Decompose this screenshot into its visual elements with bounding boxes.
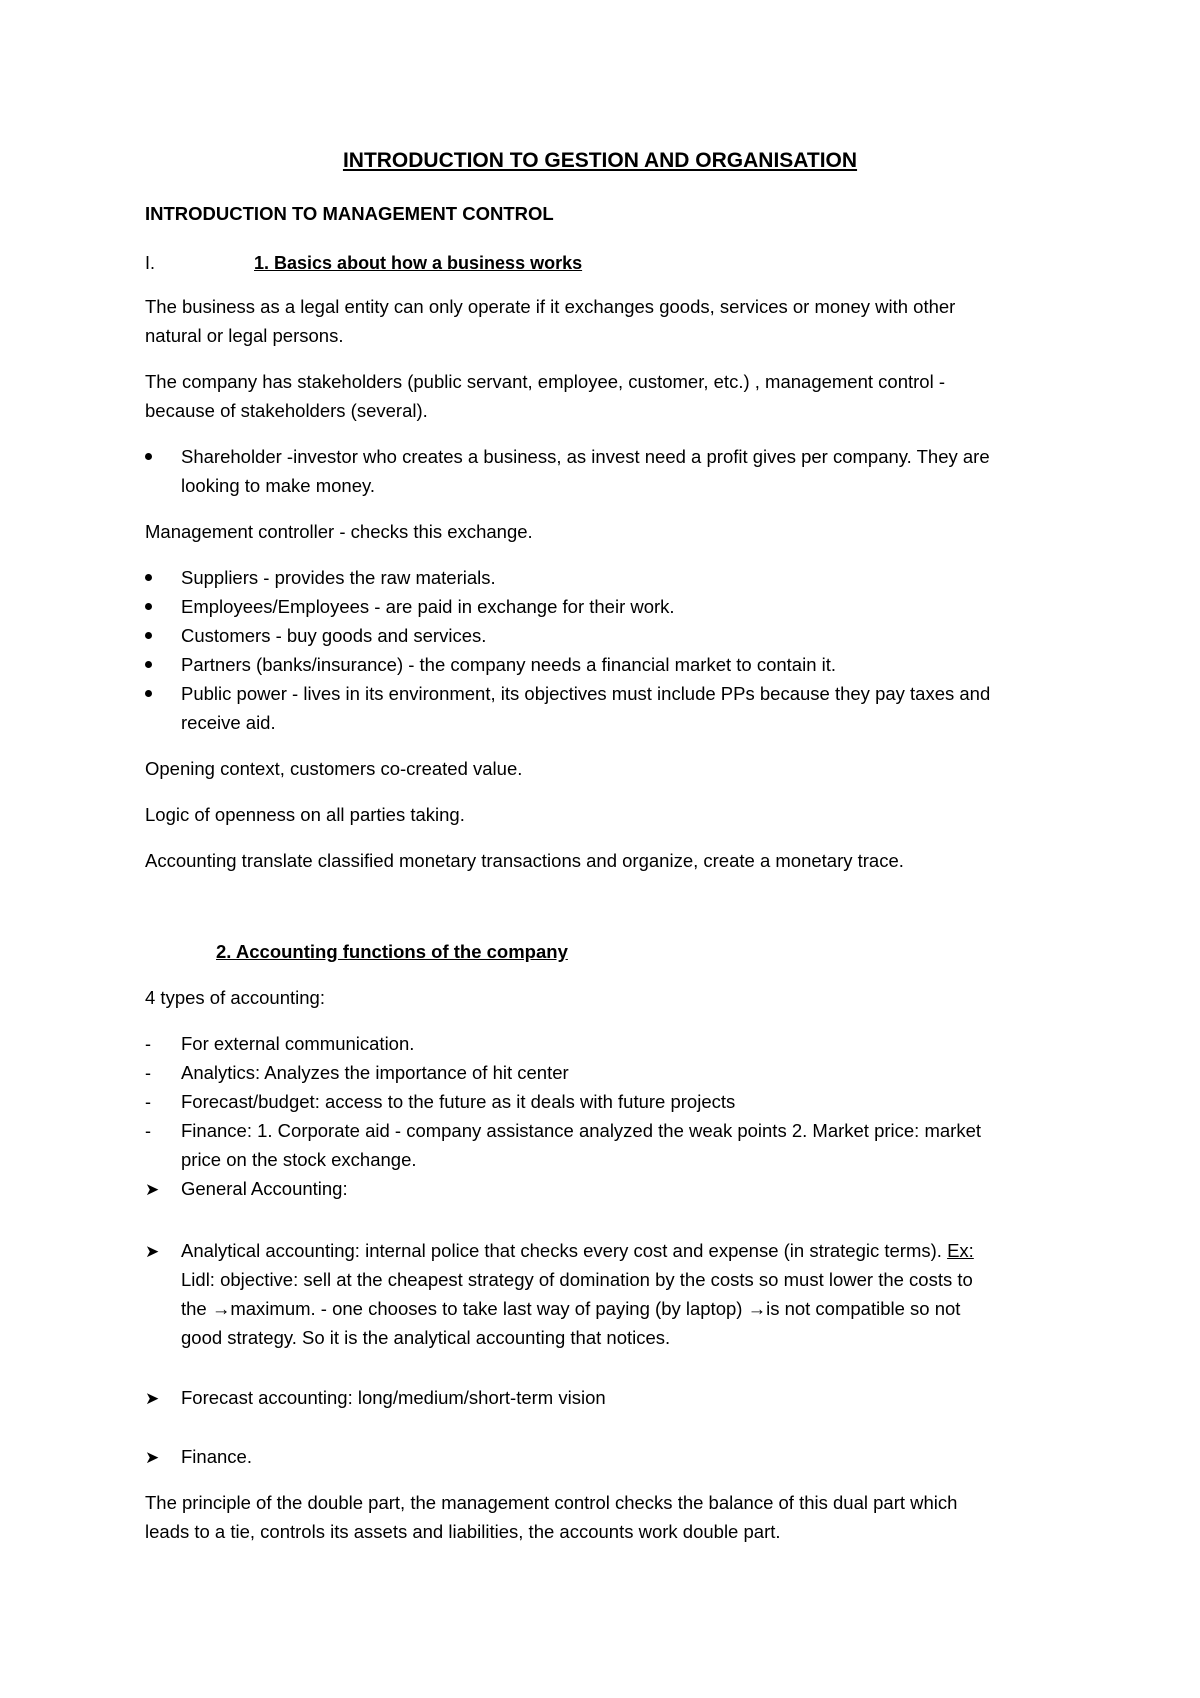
arrowhead-bullet-icon: ➤ — [145, 1448, 160, 1467]
section-1-roman: I. — [145, 253, 156, 273]
arrowhead-bullet-icon: ➤ — [145, 1180, 160, 1199]
dash-icon: - — [145, 1063, 151, 1083]
paragraph-6: Accounting translate classified monetary transactions and organize, create a monetary trace. — [145, 850, 904, 871]
analytical-text: maximum. - one chooses to take last way of paying (by laptop) — [230, 1298, 748, 1319]
list-item-continuation: price on the stock exchange. — [181, 1149, 417, 1170]
arrowhead-bullet-icon: ➤ — [145, 1389, 160, 1408]
list-item-continuation: receive aid. — [181, 712, 276, 733]
paragraph-2-line-1: The company has stakeholders (public servant, employee, customer, etc.) , management control - — [145, 371, 945, 392]
list-item: Partners (banks/insurance) - the company needs a financial market to contain it. — [181, 654, 837, 675]
bullet-dot-icon — [145, 654, 185, 676]
dash-icon: - — [145, 1034, 151, 1054]
list-item: For external communication. — [181, 1033, 415, 1054]
paragraph-1-line-1: The business as a legal entity can only operate if it exchanges goods, services or money with other — [145, 296, 956, 317]
section-2-heading — [216, 941, 568, 963]
dash-icon: - — [145, 1092, 151, 1112]
list-item: Suppliers - provides the raw materials. — [181, 567, 496, 588]
arrow-item-analytical-line-3 — [181, 1298, 960, 1320]
example-label: Ex: — [947, 1240, 974, 1261]
paragraph-1-line-2: natural or legal persons. — [145, 325, 344, 346]
analytical-text: is not compatible so not — [766, 1298, 961, 1319]
paragraph-8-line-1: The principle of the double part, the management control checks the balance of this dual part which — [145, 1492, 958, 1513]
arrow-item-forecast: Forecast accounting: long/medium/short-term vision — [181, 1387, 606, 1408]
section-1-heading — [145, 252, 582, 274]
dash-icon: - — [145, 1121, 151, 1141]
paragraph-3: Management controller - checks this exchange. — [145, 521, 533, 542]
list-item: Employees/Employees - are paid in exchange for their work. — [181, 596, 675, 617]
paragraph-7: 4 types of accounting: — [145, 987, 325, 1008]
bullet-dot-icon — [145, 683, 185, 705]
arrow-item-analytical-line-1 — [181, 1240, 974, 1262]
bullet-dot-icon — [145, 567, 185, 589]
paragraph-5: Logic of openness on all parties taking. — [145, 804, 465, 825]
arrow-item-finance: Finance. — [181, 1446, 252, 1467]
list-item: Finance: 1. Corporate aid - company assistance analyzed the weak points 2. Market price: market — [181, 1120, 981, 1141]
arrowhead-bullet-icon: ➤ — [145, 1242, 160, 1261]
paragraph-8-line-2: leads to a tie, controls its assets and liabilities, the accounts work double part. — [145, 1521, 781, 1542]
paragraph-2-line-2: because of stakeholders (several). — [145, 400, 428, 421]
list-item: Forecast/budget: access to the future as it deals with future projects — [181, 1091, 736, 1112]
right-arrow-icon: → — [211, 1298, 231, 1319]
bullet-dot-icon — [145, 596, 185, 618]
paragraph-4: Opening context, customers co-created value. — [145, 758, 523, 779]
bullet-shareholder-line-1: Shareholder -investor who creates a business, as invest need a profit gives per company. They are — [181, 446, 990, 467]
section-2-title: 2. Accounting functions of the company — [216, 941, 568, 962]
list-item: Customers - buy goods and services. — [181, 625, 487, 646]
analytical-text: Analytical accounting: internal police that checks every cost and expense (in strategic terms). — [181, 1240, 948, 1261]
document-title: INTRODUCTION TO GESTION AND ORGANISATION — [342, 149, 858, 172]
list-item: Analytics: Analyzes the importance of hit center — [181, 1062, 569, 1083]
section-1-title: 1. Basics about how a business works — [254, 253, 583, 273]
bullet-dot-icon — [145, 446, 185, 468]
analytical-text: the — [181, 1298, 212, 1319]
list-item: Public power - lives in its environment, its objectives must include PPs because they pay taxes and — [181, 683, 991, 704]
subtitle: INTRODUCTION TO MANAGEMENT CONTROL — [145, 203, 554, 224]
bullet-shareholder-line-2: looking to make money. — [181, 475, 376, 496]
arrow-item-analytical-line-2: Lidl: objective: sell at the cheapest strategy of domination by the costs so must lower the costs to — [181, 1269, 973, 1290]
bullet-dot-icon — [145, 625, 185, 647]
arrow-item-general: General Accounting: — [181, 1178, 348, 1199]
right-arrow-icon: → — [747, 1298, 767, 1319]
arrow-item-analytical-line-4: good strategy. So it is the analytical accounting that notices. — [181, 1327, 671, 1348]
